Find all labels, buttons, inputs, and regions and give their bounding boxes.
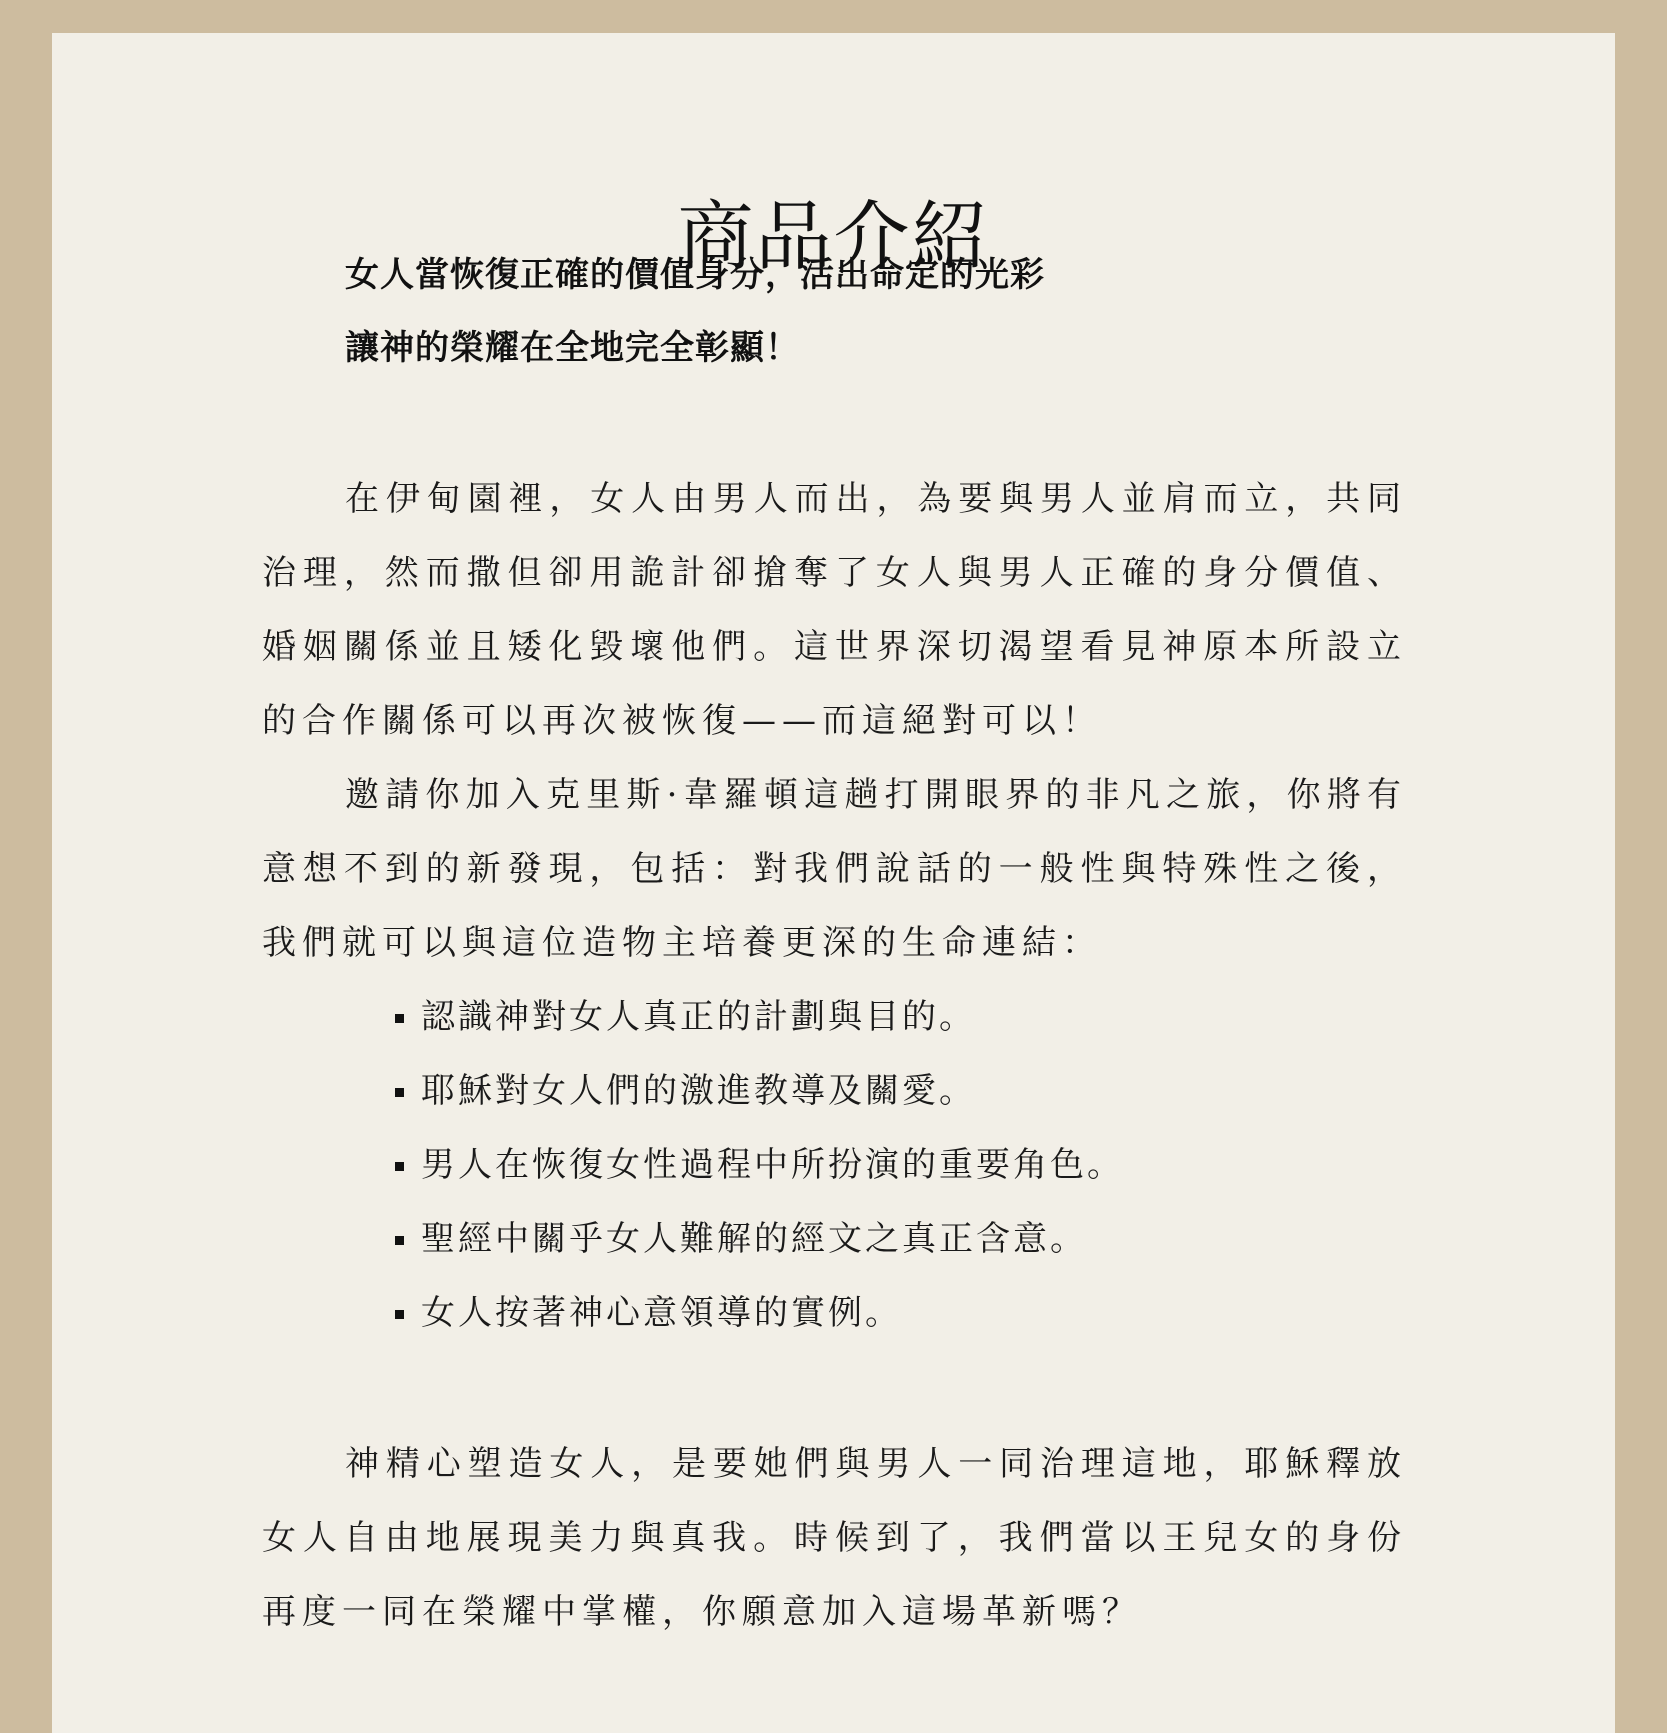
- paragraph-closing: 神精心塑造女人，是要她們與男人一同治理這地，耶穌釋放女人自由地展現美力與真我。時候到了，我們當以王兒女的身份再度一同在榮耀中掌權，你願意加入這場革新嗎？: [262, 1444, 1407, 1632]
- lead-line-2: 讓神的榮耀在全地完全彰顯！: [345, 328, 800, 368]
- list-item: [395, 1202, 1124, 1276]
- list-item-text: 聖經中關乎女人難解的經文之真正含意。: [421, 1219, 1087, 1259]
- square-bullet-icon: [395, 1310, 404, 1319]
- square-bullet-icon: [395, 1162, 404, 1171]
- paragraph-eden: 在伊甸園裡，女人由男人而出，為要與男人並肩而立，共同治理，然而撒但卻用詭計卻搶奪了女人與男人正確的身分價值、婚姻關係並且矮化毀壞他們。這世界深切渴望看見神原本所設立的合作關係可以再次被恢復——而這絕對可以！: [262, 479, 1407, 741]
- square-bullet-icon: [395, 1088, 404, 1097]
- page-title: 商品介紹: [677, 191, 990, 281]
- square-bullet-icon: [395, 1014, 404, 1023]
- square-bullet-icon: [395, 1236, 404, 1245]
- lead-line-1: 女人當恢復正確的價值身分，活出命定的光彩: [345, 255, 1045, 295]
- product-intro-panel: [52, 33, 1615, 1733]
- list-item-text: 認識神對女人真正的計劃與目的。: [421, 997, 976, 1037]
- list-item-text: 耶穌對女人們的激進教導及關愛。: [421, 1071, 976, 1111]
- list-item: [395, 1054, 1124, 1128]
- list-item: [395, 1128, 1124, 1202]
- list-item-text: 男人在恢復女性過程中所扮演的重要角色。: [421, 1145, 1124, 1185]
- list-item: [395, 980, 1124, 1054]
- list-item-text: 女人按著神心意領導的實例。: [421, 1293, 902, 1333]
- paragraph-invitation: 邀請你加入克里斯·韋羅頓這趟打開眼界的非凡之旅，你將有意想不到的新發現，包括：對我們說話的一般性與特殊性之後，我們就可以與這位造物主培養更深的生命連結：: [262, 775, 1407, 963]
- discovery-list: [395, 980, 1124, 1350]
- list-item: [395, 1276, 1124, 1350]
